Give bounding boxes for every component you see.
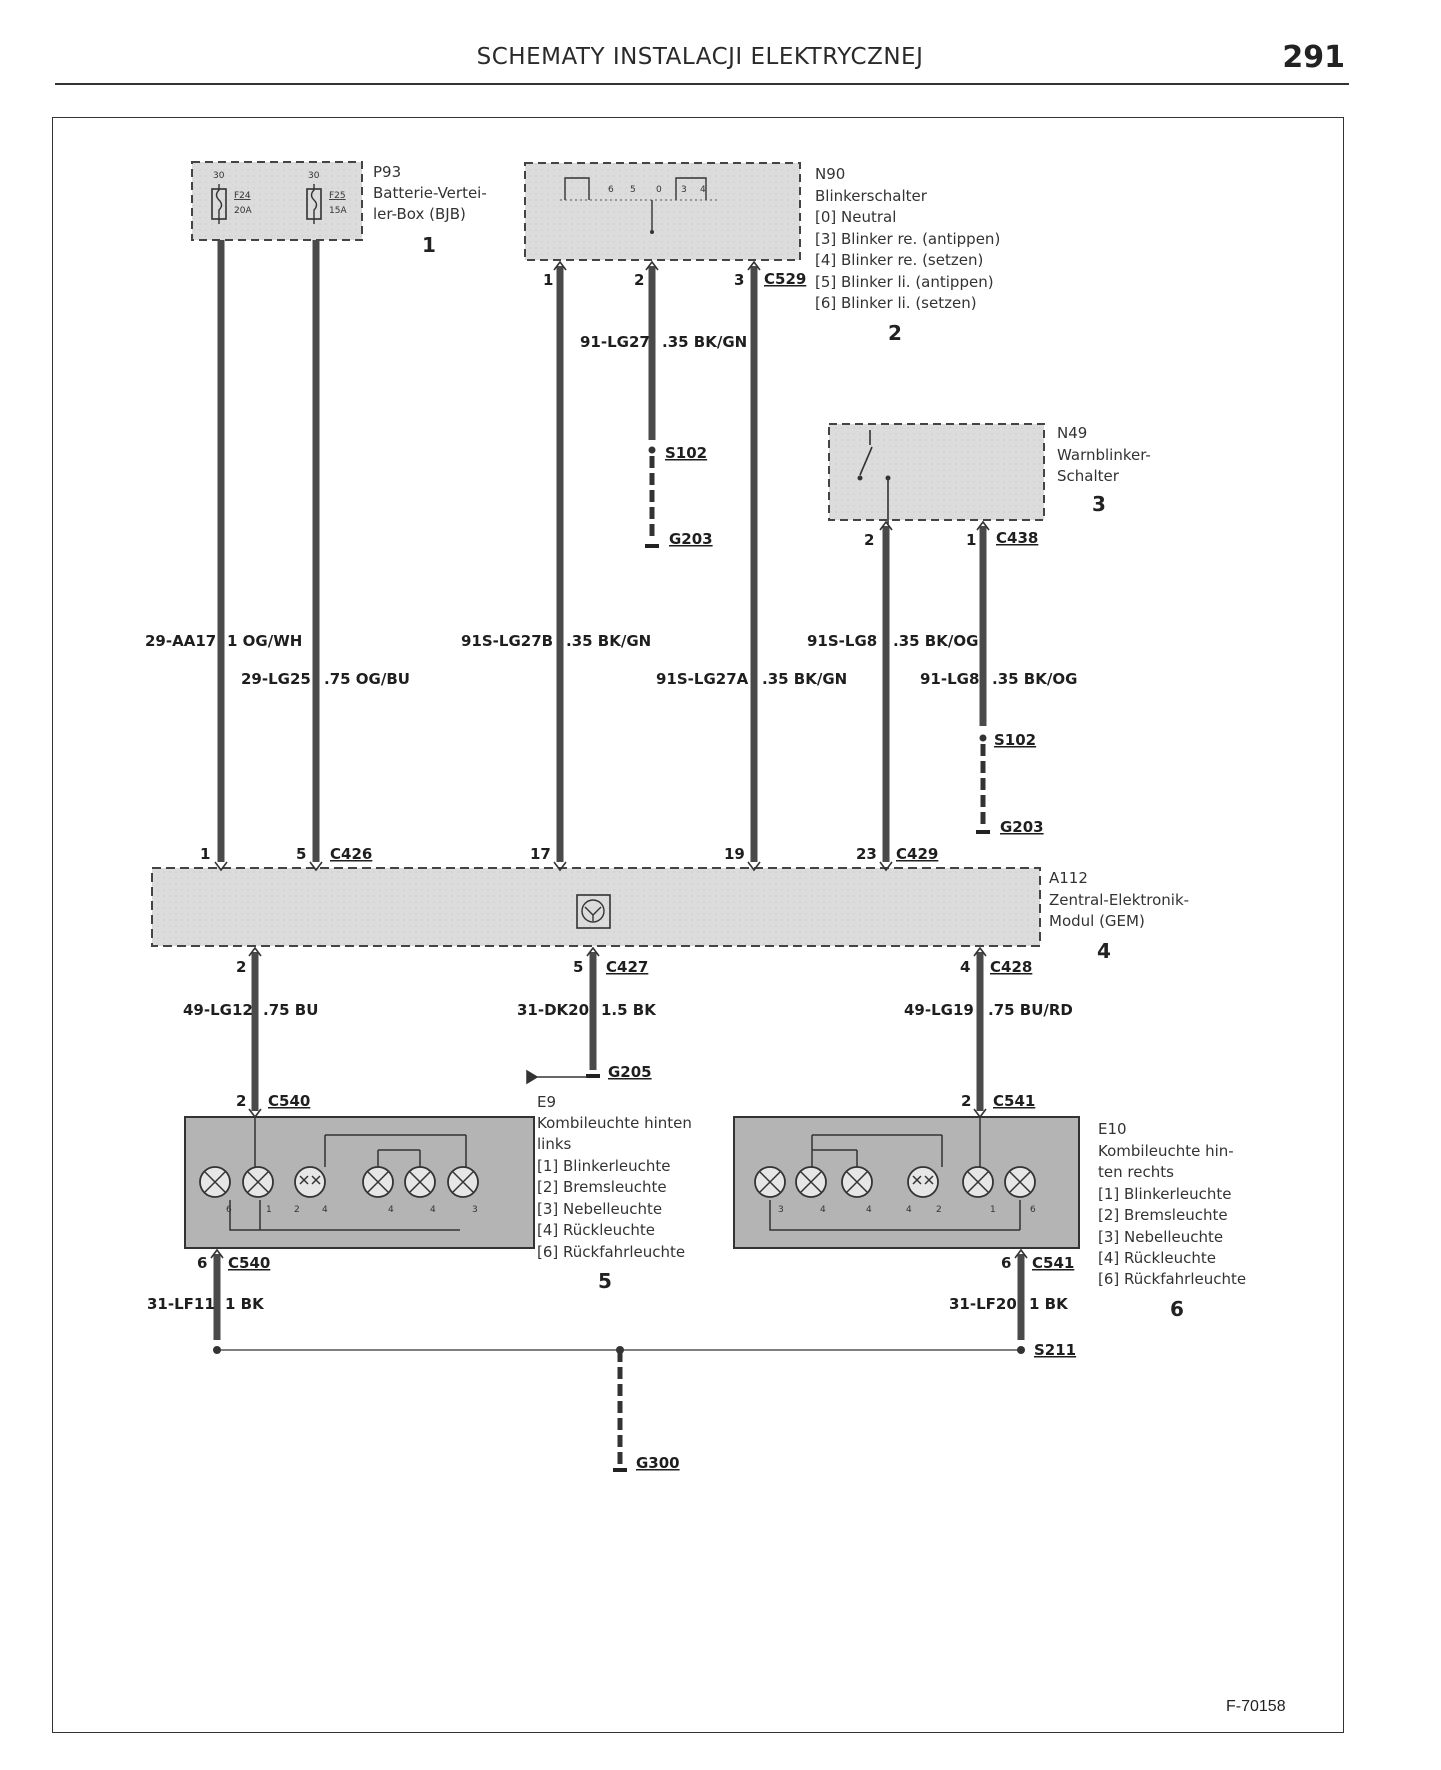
connector-c429: C429	[896, 845, 939, 863]
wire-spec: .75 BU	[263, 1001, 319, 1019]
gem-out-pin-2: 2	[236, 958, 247, 976]
wire-id: 91S-LG27B	[461, 632, 554, 650]
wire-spec: .75 OG/BU	[324, 670, 410, 688]
n49-pin-1: 1	[966, 531, 977, 549]
n49-pin-2: 2	[864, 531, 875, 549]
gem-pin-5: 5	[296, 845, 307, 863]
e10-lamp-pin: 4	[866, 1205, 872, 1215]
e10-lamp-pin: 6	[1030, 1205, 1036, 1215]
e10-lamp-pin: 2	[936, 1205, 942, 1215]
connector-c541: C541	[993, 1092, 1036, 1110]
fuse-f25-id: F25	[329, 191, 346, 201]
connector-c541: C541	[1032, 1254, 1075, 1272]
e10-lamp-pin: 1	[990, 1205, 996, 1215]
wire-spec: 1.5 BK	[601, 1001, 656, 1019]
e9-desc-line: [3] Nebelleuchte	[537, 1200, 663, 1218]
n90-pin-3: 3	[734, 271, 745, 289]
gem-out-pin-5: 5	[573, 958, 584, 976]
gem-pin-17: 17	[530, 845, 551, 863]
page-number: 291	[1282, 40, 1345, 75]
n90-pos-4: 4	[700, 185, 706, 195]
ground-g300: G300	[636, 1454, 680, 1472]
ground-g205-icon	[586, 1074, 600, 1078]
gem-pin-1: 1	[200, 845, 211, 863]
n90-pos-3: 3	[681, 185, 687, 195]
n90-desc-line: [0] Neutral	[815, 208, 897, 226]
e9-lamp-pin: 4	[388, 1205, 394, 1215]
n90-blinker-switch	[525, 163, 800, 260]
e9-lamp-pin: 3	[472, 1205, 478, 1215]
e9-lamp-pin: 4	[430, 1205, 436, 1215]
wire-id: 91S-LG27A	[656, 670, 749, 688]
wire-id: 91-LG8	[920, 670, 980, 688]
p93-desc-line: Batterie-Vertei-	[373, 184, 487, 202]
a112-desc-line: Zentral-Elektronik-	[1049, 891, 1190, 909]
connector-c438: C438	[996, 529, 1039, 547]
wire-spec: 1 OG/WH	[227, 632, 303, 650]
e10-desc-line: [3] Nebelleuchte	[1098, 1228, 1224, 1246]
connector-c428: C428	[990, 958, 1033, 976]
splice-s102: S102	[665, 444, 708, 462]
e9-lamp-pin: 2	[294, 1205, 300, 1215]
e9-desc-line: [4] Rückleuchte	[537, 1221, 655, 1239]
e9-rear-lamp-left	[185, 1117, 534, 1248]
pin-markers	[211, 262, 1027, 1258]
ground-g203-icon	[976, 830, 990, 834]
wire-id: 91S-LG8	[807, 632, 878, 650]
ground-g203: G203	[1000, 818, 1044, 836]
n90-desc-line: [3] Blinker re. (antippen)	[815, 230, 1001, 248]
wire-spec: .35 BK/OG	[893, 632, 979, 650]
ground-g300-icon	[613, 1468, 627, 1472]
e10-desc-line: ten rechts	[1098, 1163, 1174, 1181]
p93-desc-line: ler-Box (BJB)	[373, 205, 466, 223]
e10-code: E10	[1098, 1120, 1127, 1138]
e9-desc-line: Kombileuchte hinten	[537, 1114, 692, 1132]
fuse-f25-terminal: 30	[308, 171, 320, 181]
ground-g205: G205	[608, 1063, 652, 1081]
a112-gem-module	[152, 868, 1040, 946]
p93-fuse-box	[192, 162, 362, 240]
ground-segments	[620, 456, 983, 1464]
wire-id: 29-LG25	[241, 670, 311, 688]
gem-pin-19: 19	[724, 845, 745, 863]
n90-desc-line: [4] Blinker re. (setzen)	[815, 251, 984, 269]
n90-pos-0: 0	[656, 185, 662, 195]
wire-id: 91-LG27	[580, 333, 650, 351]
n49-ref-number: 3	[1092, 492, 1106, 516]
page-header-title: SCHEMATY INSTALACJI ELEKTRYCZNEJ	[476, 44, 924, 70]
wire-id: 49-LG19	[904, 1001, 974, 1019]
e10-lamp-pin: 4	[820, 1205, 826, 1215]
e9-pin-6: 6	[197, 1254, 208, 1272]
wire-id: 31-LF20	[949, 1295, 1017, 1313]
e9-desc-line: [6] Rückfahrleuchte	[537, 1243, 686, 1261]
n90-desc-line: [6] Blinker li. (setzen)	[815, 294, 977, 312]
e10-desc-line: [4] Rückleuchte	[1098, 1249, 1216, 1267]
lamp-icon	[295, 1167, 325, 1197]
e10-desc-line: [1] Blinkerleuchte	[1098, 1185, 1232, 1203]
wire-spec: .35 BK/GN	[762, 670, 848, 688]
splice-s102: S102	[994, 731, 1037, 749]
p93-ref-number: 1	[422, 233, 436, 257]
n49-code: N49	[1057, 424, 1088, 442]
n90-pos-5: 5	[630, 185, 636, 195]
e10-desc-line: [6] Rückfahrleuchte	[1098, 1270, 1247, 1288]
fuse-f24-rating: 20A	[234, 206, 252, 216]
wire-id: 31-DK20	[517, 1001, 590, 1019]
n90-desc-line: [5] Blinker li. (antippen)	[815, 273, 994, 291]
e10-ref-number: 6	[1170, 1297, 1184, 1321]
e10-desc-line: Kombileuchte hin-	[1098, 1142, 1234, 1160]
fuse-f24-id: F24	[234, 191, 251, 201]
wire-spec: 1 BK	[225, 1295, 264, 1313]
e10-pin-6: 6	[1001, 1254, 1012, 1272]
n90-pos-6: 6	[608, 185, 614, 195]
gem-out-pin-4: 4	[960, 958, 971, 976]
g205-arrow-icon	[527, 1071, 587, 1083]
ground-g203: G203	[669, 530, 713, 548]
n49-desc-line: Warnblinker-	[1057, 446, 1151, 464]
connector-c540: C540	[228, 1254, 271, 1272]
n90-code: N90	[815, 165, 846, 183]
ground-g203-icon	[645, 544, 659, 548]
e9-desc-line: links	[537, 1135, 572, 1153]
connector-c540: C540	[268, 1092, 311, 1110]
connector-c426: C426	[330, 845, 373, 863]
fuse-f24-terminal: 30	[213, 171, 225, 181]
wire-id: 49-LG12	[183, 1001, 253, 1019]
e9-lamp-pin: 4	[322, 1205, 328, 1215]
wire-spec: .75 BU/RD	[988, 1001, 1073, 1019]
a112-desc-line: Modul (GEM)	[1049, 912, 1145, 930]
e9-code: E9	[537, 1093, 557, 1111]
figure-id: F-70158	[1226, 1698, 1286, 1715]
wire-spec: 1 BK	[1029, 1295, 1068, 1313]
wire-spec: .35 BK/OG	[992, 670, 1078, 688]
n90-desc-line: Blinkerschalter	[815, 187, 927, 205]
connector-c427: C427	[606, 958, 649, 976]
wire-spec: .35 BK/GN	[566, 632, 652, 650]
n90-pin-1: 1	[543, 271, 554, 289]
e10-pin-2: 2	[961, 1092, 972, 1110]
gem-pin-23: 23	[856, 845, 877, 863]
e9-lamp-pin: 6	[226, 1205, 232, 1215]
e9-lamp-pin: 1	[266, 1205, 272, 1215]
lamp-icon	[908, 1167, 938, 1197]
wire-spec: .35 BK/GN	[662, 333, 748, 351]
wire-id: 31-LF11	[147, 1295, 215, 1313]
e10-lamp-pin: 3	[778, 1205, 784, 1215]
e9-ref-number: 5	[598, 1269, 612, 1293]
connector-c529: C529	[764, 270, 807, 288]
n90-ref-number: 2	[888, 321, 902, 345]
a112-ref-number: 4	[1097, 939, 1111, 963]
fuse-f25-rating: 15A	[329, 206, 347, 216]
n49-desc-line: Schalter	[1057, 467, 1119, 485]
n90-pin-2: 2	[634, 271, 645, 289]
n49-hazard-switch	[829, 424, 1044, 525]
e9-desc-line: [1] Blinkerleuchte	[537, 1157, 671, 1175]
splice-s211: S211	[1034, 1341, 1077, 1359]
e9-pin-2: 2	[236, 1092, 247, 1110]
p93-code: P93	[373, 163, 402, 181]
a112-code: A112	[1049, 869, 1088, 887]
e10-lamp-pin: 4	[906, 1205, 912, 1215]
wire-id: 29-AA17	[145, 632, 217, 650]
e9-desc-line: [2] Bremsleuchte	[537, 1178, 667, 1196]
e10-desc-line: [2] Bremsleuchte	[1098, 1206, 1228, 1224]
